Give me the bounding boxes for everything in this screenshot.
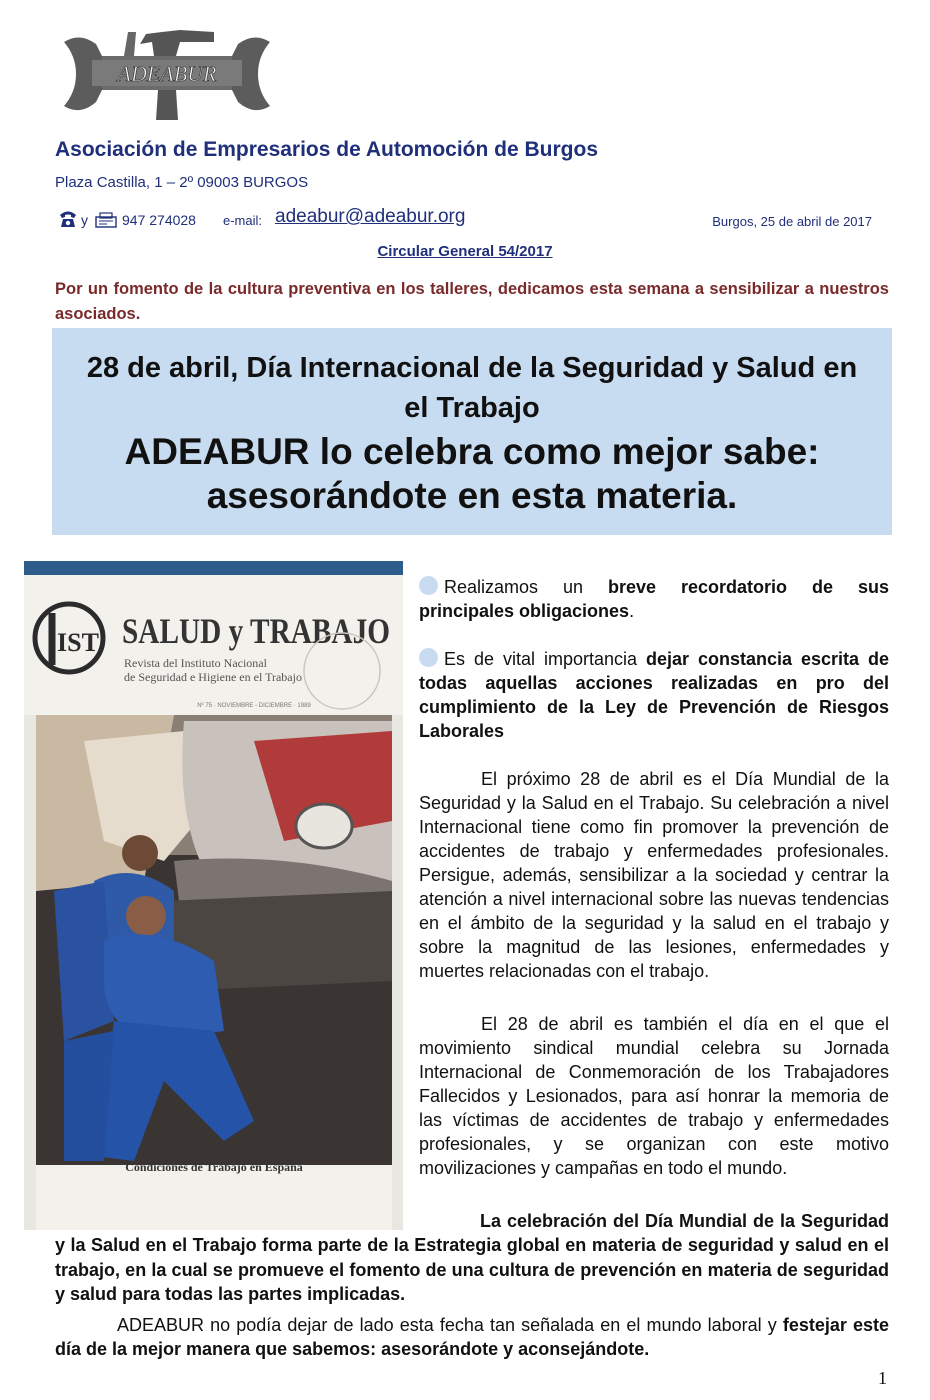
email-link[interactable]: adeabur@adeabur.org: [275, 206, 466, 227]
closing-paragraph: La celebración del Día Mundial de la Seguridad y la Salud en el Trabajo forma parte de la Estrategia global en materia de seguridad y salud en el trabajo, en la cual se promueve el fomento de una cultura de prevención en materia de seguridad y salud para todas las partes implicadas.: [55, 1211, 889, 1304]
magazine-subtitle-2: de Seguridad e Higiene en el Trabajo: [124, 670, 302, 684]
contact-line: [55, 208, 875, 234]
banner-line-1: 28 de abril, Día Internacional de la Seguridad y Salud en el Trabajo: [86, 352, 858, 424]
fax-icon: [95, 212, 117, 228]
and-label: y: [81, 212, 88, 228]
body-paragraph: El próximo 28 de abril es el Día Mundial de la Seguridad y la Salud en el Trabajo. Su celebración a nivel Internacional tiene como fin promover la prevención de accidentes de trabajo y enfermedades profesionales. Persigue, además, sensibilizar a la sociedad y centrar la atención a nivel internacional sobre las nuevas tendencias en el ámbito de la seguridad y la salud en el trabajo y sobre la magnitud de las lesiones, enfermedades y muertes relacionadas con el trabajo.: [419, 769, 889, 981]
page-number: 1: [878, 1368, 887, 1388]
magazine-subtitle-1: Revista del Instituto Nacional: [124, 656, 267, 670]
telephone-icon: [58, 209, 78, 229]
magazine-cover-photo: [24, 561, 403, 1230]
magazine-title: SALUD y TRABAJO: [122, 611, 390, 651]
bullet-item: Realizamos un breve recordatorio de sus principales obligaciones.: [419, 577, 889, 621]
bullet-item: Es de vital importancia dejar constancia escrita de todas aquellas acciones realizadas en pro del cumplimiento de la Ley de Prevención de Riesgos Laborales: [419, 649, 889, 741]
intro-paragraph: Por un fomento de la cultura preventiva en los talleres, dedicamos esta semana a sensibilizar a nuestros asociados.: [55, 280, 889, 323]
document-date: Burgos, 25 de abril de 2017: [712, 214, 872, 229]
address: Plaza Castilla, 1 – 2º 09003 BURGOS: [55, 174, 309, 191]
circular-reference[interactable]: Circular General 54/2017: [377, 243, 553, 260]
bullet-icon: [419, 576, 438, 595]
magazine-logo: IST: [57, 628, 99, 657]
magazine-issue: Nº 75 · NOVIEMBRE - DICIEMBRE · 1989: [197, 703, 311, 709]
body-paragraph: El 28 de abril es también el día en el que el movimiento sindical mundial celebra su Jornada Internacional de Conmemoración de los Trabajadores Fallecidos y Lesionados, para así honrar la memoria de las víctimas de accidentes de trabajo y enfermedades profesionales, y se organizan con este motivo movilizaciones y campañas en todo el mundo.: [419, 1014, 889, 1178]
logo-text: ADEABUR: [117, 61, 217, 86]
magazine-footer: Condiciones de Trabajo en España: [125, 1160, 303, 1174]
adeabur-logo: [62, 30, 272, 122]
email-label: e-mail:: [223, 213, 263, 228]
bullet-icon: [419, 648, 438, 667]
final-paragraph: ADEABUR no podía dejar de lado esta fecha tan señalada en el mundo laboral y festejar este día de la mejor manera que sabemos: asesorándote y aconsejándote.: [55, 1315, 889, 1359]
headline-banner: [52, 328, 892, 535]
organization-name: Asociación de Empresarios de Automoción de Burgos: [55, 138, 598, 161]
phone-number: 947 274028: [122, 212, 196, 228]
banner-line-2: ADEABUR lo celebra como mejor sabe: asesorándote en esta materia.: [124, 431, 820, 516]
